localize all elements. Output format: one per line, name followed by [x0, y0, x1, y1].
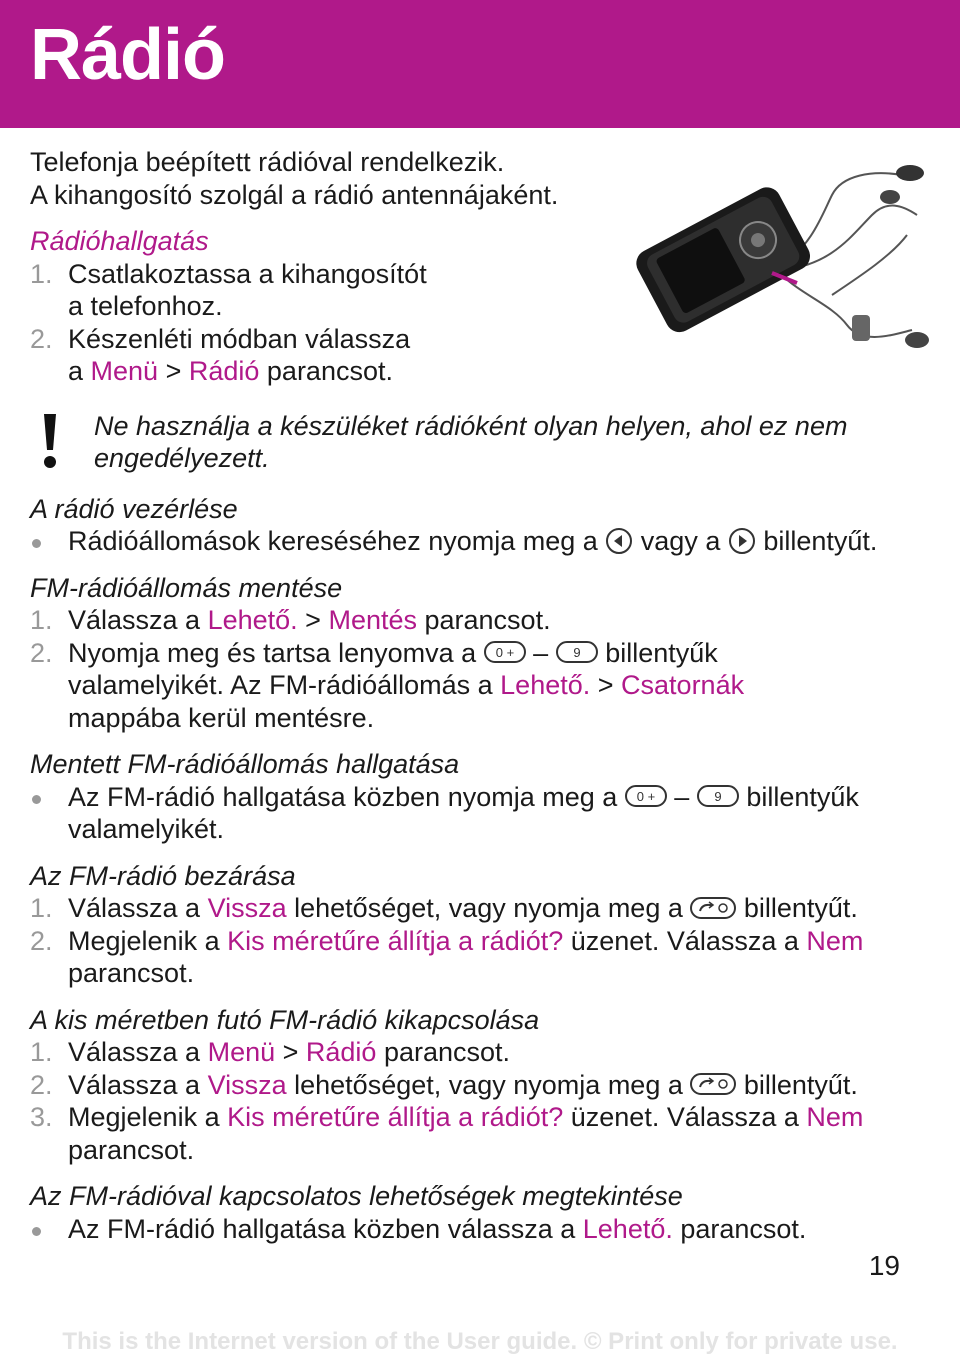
key-9-icon [697, 784, 739, 808]
page-number: 19 [868, 1250, 900, 1281]
title-banner [0, 0, 960, 128]
intro-line-2: A kihangosító szolgál a rádió antennájaként. [30, 179, 559, 210]
minimize-message: Kis méretűre állítja a rádiót? [227, 1102, 564, 1132]
saved-bullet: Az FM-rádió hallgatása közben nyomja meg a 0 + – 9 billentyűk valamelyikét. [30, 781, 935, 846]
shutdown-step-1: 1. Válassza a Menü > Rádió parancsot. [30, 1037, 511, 1067]
step-number: 2. [30, 925, 53, 956]
bullet-icon [32, 1227, 41, 1236]
svg-text:9: 9 [714, 789, 722, 805]
channels-link: Csatornák [621, 670, 745, 700]
menu-link: Menü [207, 1037, 276, 1067]
options-link: Lehető. [207, 605, 298, 635]
no-link: Nem [806, 1102, 864, 1132]
control-bullet: Rádióállomások kereséséhez nyomja meg a vagy a billentyűt. [30, 525, 935, 558]
step-number: 2. [30, 1069, 53, 1100]
bullet-icon [32, 539, 41, 548]
step-number: 1. [30, 1037, 53, 1067]
footer-notice: This is the Internet version of the User guide. © Print only for private use. [62, 1328, 898, 1355]
warning-note: Ne használja a készüléket rádióként olyan helyen, ahol ez nem engedélyezett. [30, 410, 935, 475]
page-content [30, 146, 935, 1245]
key-0-icon [484, 640, 526, 664]
shutdown-step-3: 3. Megjelenik a Kis méretűre állítja a rádiót? üzenet. Válassza a Nem parancsot. [30, 1102, 864, 1165]
save-step-2: 2. Nyomja meg és tartsa lenyomva a 0 + – 9 billentyűk valamelyikét. Az FM-rádióállomás a Lehető. > Csatornák mappába kerül mentésre. [30, 637, 745, 733]
heading-turn-off-minimized: A kis méretben futó FM-rádió kikapcsolása [30, 1004, 540, 1035]
heading-close-radio: Az FM-rádió bezárása [30, 860, 296, 891]
bullet-icon [32, 795, 41, 804]
page-title: Rádió [30, 15, 226, 95]
radio-link: Rádió [188, 356, 260, 386]
step-number: 2. [30, 637, 53, 668]
save-step-1: 1. Válassza a Lehető. > Mentés parancsot. [30, 605, 551, 635]
step-number: 1. [30, 258, 53, 289]
svg-text:9: 9 [573, 645, 581, 661]
options-link: Lehető. [582, 1213, 673, 1244]
nav-right-key-icon [728, 527, 756, 555]
save-link: Mentés [328, 605, 417, 635]
options-bullet: Az FM-rádió hallgatása közben válassza a Lehető. parancsot. [30, 1213, 935, 1246]
key-0-icon [625, 784, 667, 808]
back-key-icon [690, 896, 736, 920]
nav-left-key-icon [605, 527, 633, 555]
listening-step-1: 1. Csatlakoztassa a kihangosítót a telefonhoz. [30, 258, 427, 321]
step-number: 3. [30, 1102, 53, 1132]
back-key-icon [690, 1072, 736, 1096]
step-number: 1. [30, 605, 53, 635]
step-number: 2. [30, 323, 53, 354]
close-step-2: 2. Megjelenik a Kis méretűre állítja a rádiót? üzenet. Válassza a Nem parancsot. [30, 925, 864, 988]
key-9-icon [556, 640, 598, 664]
listening-step-2: 2. Készenléti módban válassza a Menü > Rádió parancsot. [30, 323, 411, 386]
shutdown-step-2: 2. Válassza a Vissza lehetőséget, vagy nyomja meg a billentyűt. [30, 1069, 858, 1100]
svg-text:0 +: 0 + [636, 789, 655, 805]
menu-link: Menü [90, 356, 159, 386]
svg-text:0 +: 0 + [495, 645, 514, 661]
heading-radio-listening: Rádióhallgatás [30, 226, 209, 256]
heading-save-station: FM-rádióállomás mentése [30, 572, 343, 603]
close-step-1: 1. Válassza a Vissza lehetőséget, vagy nyomja meg a billentyűt. [30, 893, 858, 923]
back-link: Vissza [207, 893, 287, 923]
back-link: Vissza [207, 1069, 287, 1100]
intro-line-1: Telefonja beépített rádióval rendelkezik. [30, 147, 505, 177]
options-link: Lehető. [500, 670, 591, 700]
heading-saved-station: Mentett FM-rádióállomás hallgatása [30, 749, 460, 779]
heading-radio-options: Az FM-rádióval kapcsolatos lehetőségek megtekintése [30, 1181, 683, 1211]
radio-link: Rádió [305, 1037, 377, 1067]
minimize-message: Kis méretűre állítja a rádiót? [227, 925, 564, 956]
step-number: 1. [30, 893, 53, 923]
no-link: Nem [806, 925, 864, 956]
warning-exclamation-icon [42, 414, 58, 470]
heading-radio-control: A rádió vezérlése [30, 493, 238, 524]
